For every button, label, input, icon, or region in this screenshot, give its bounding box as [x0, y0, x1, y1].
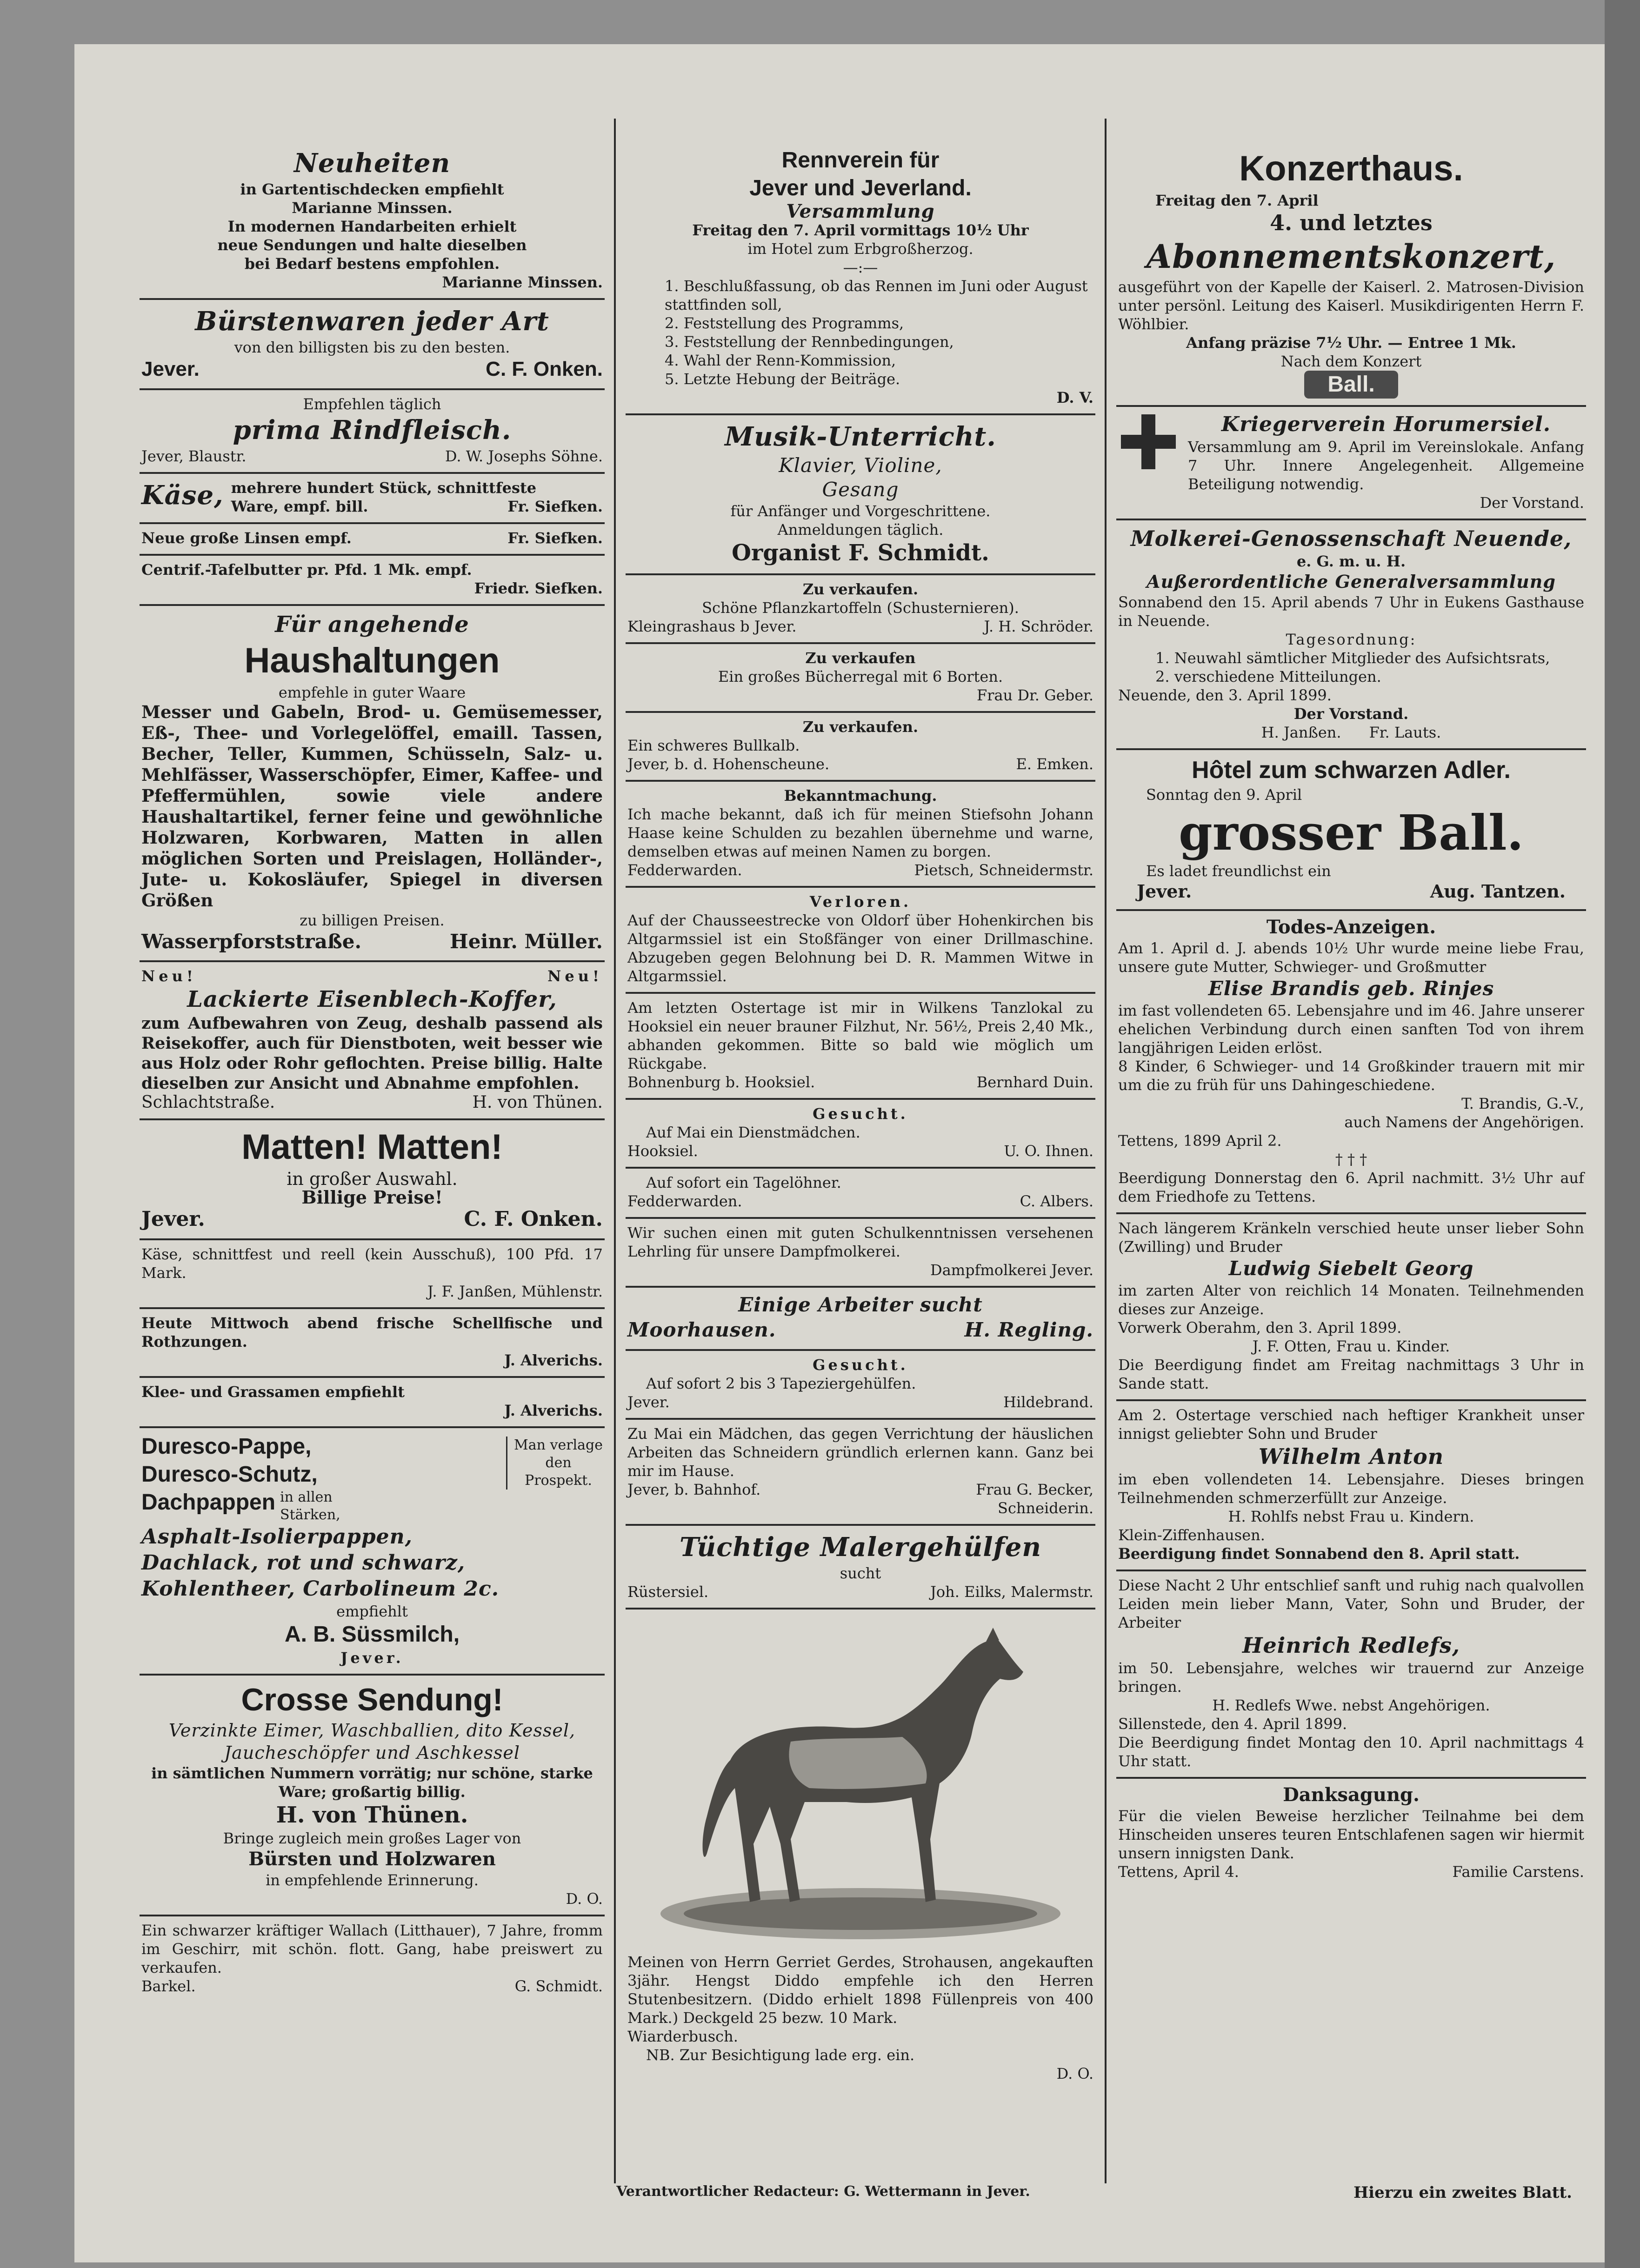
ad-body: im eben vollendeten 14. Lebensjahre. Dieses bringen Teilnehmenden schmerzerfüllt zur Anzeige. [1118, 1470, 1584, 1507]
ad-heading: Duresco-Schutz, [141, 1462, 318, 1487]
ad-text: Es ladet freundlichst ein [1146, 862, 1331, 880]
ad-heading: Todes-Anzeigen. [1266, 916, 1436, 938]
ad-text: empfiehlt [336, 1603, 408, 1620]
ad-verloren [626, 888, 1095, 994]
ad-signature: Hildebrand. [1003, 1393, 1093, 1411]
ad-danksagung [1116, 1779, 1586, 1888]
ad-rindfleisch [140, 390, 605, 474]
ad-text: Tettens, 1899 April 2. [1118, 1132, 1282, 1150]
ad-signature: D. V. [1056, 389, 1093, 406]
ad-heading: Molkerei-Genossenschaft Neuende, [1130, 526, 1572, 551]
ad-heading: Für angehende [275, 612, 469, 638]
ad-signature: Marianne Minssen. [292, 199, 453, 217]
ad-heading: Neuheiten [293, 148, 451, 179]
deceased-name: Wilhelm Anton [1258, 1444, 1444, 1469]
ad-heading: Zu verkaufen [805, 649, 916, 667]
ad-signature: H. Janßen. [1261, 724, 1341, 741]
ad-signature: U. O. Ihnen. [1004, 1142, 1093, 1160]
ad-koffer [140, 962, 605, 1120]
agenda-item: 2. verschiedene Mitteilungen. [1155, 668, 1381, 685]
ad-text: in allen [280, 1489, 333, 1505]
ad-body: Käse, schnittfest und reell (kein Ausschuß), 100 Pfd. 17 Mark. [141, 1245, 603, 1282]
ad-crosse-sendung [140, 1676, 605, 1916]
deceased-name: Elise Brandis geb. Rinjes [1208, 977, 1494, 1000]
ad-text: in empfehlende Erinnerung. [266, 1871, 479, 1889]
ad-place: Wiarderbusch. [627, 2028, 738, 2045]
ad-place: Hooksiel. [627, 1142, 698, 1160]
ad-text: Sonntag den 9. April [1146, 786, 1302, 804]
ad-body: Am 1. April d. J. abends 10½ Uhr wurde meine liebe Frau, unsere gute Mutter, Schwieger- und Großmutter [1118, 939, 1584, 976]
ad-body: im 50. Lebensjahre, welches wir trauernd zur Anzeige bringen. [1118, 1659, 1584, 1696]
ad-signature: Der Vorstand. [1293, 705, 1409, 723]
ad-body: Sonnabend den 15. April abends 7 Uhr in Eukens Gasthause in Neuende. [1118, 593, 1584, 630]
ad-signature: Familie Carstens. [1452, 1863, 1584, 1881]
ad-text: für Anfänger und Vorgeschrittene. [730, 502, 991, 520]
ad-text: Klein-Ziffenhausen. [1118, 1526, 1265, 1544]
ad-text: mehrere hundert Stück, schnittfeste [231, 479, 537, 497]
ad-body: Zu Mai ein Mädchen, das gegen Verrichtung der häuslichen Arbeiten das Schneidern gründlich erlernen kann. Ganz bei mir im Hause. [627, 1425, 1093, 1480]
agenda-item: 4. Wahl der Renn-Kommission, [665, 352, 896, 369]
ad-heading: Hôtel zum schwarzen Adler. [1192, 757, 1511, 784]
ad-text: Asphalt-Isolierpappen, [141, 1525, 413, 1549]
ad-heading: Gesucht. [813, 1356, 908, 1374]
ad-heading: Abonnementskonzert, [1146, 237, 1556, 276]
ad-text: Gesang [822, 478, 899, 501]
ad-text: Freitag den 7. April [1155, 192, 1319, 209]
ad-place: Jever, b. Bahnhof. [627, 1481, 761, 1498]
ad-body: im fast vollendeten 65. Lebensjahre und im 46. Jahre unserer ehelichen Verbindung durch einen sanften Tod von ihrem langjährigen Leiden erlöst. [1118, 1002, 1584, 1057]
ad-text: Dachlack, rot und schwarz, [141, 1551, 466, 1575]
ad-place: Schlachtstraße. [141, 1093, 275, 1112]
ad-tageloehner [626, 1169, 1095, 1219]
ad-signature: Fr. Lauts. [1369, 724, 1441, 741]
ad-signature: H. Redlefs Wwe. nebst Angehörigen. [1212, 1696, 1490, 1714]
ad-signature: Joh. Eilks, Malermstr. [930, 1583, 1093, 1601]
ad-malergehuelfen [626, 1526, 1095, 1610]
ad-text: Klee- und Grassamen empfiehlt [141, 1383, 405, 1401]
ad-signature: Heinr. Müller. [450, 930, 603, 953]
agenda-item: 5. Letzte Hebung der Beiträge. [665, 370, 900, 388]
ad-signature: H. von Thünen. [276, 1802, 468, 1828]
ad-signature: Fr. Siefken. [507, 498, 603, 515]
ad-signature: C. Albers. [1020, 1192, 1093, 1210]
ad-text: NB. Zur Besichtigung lade erg. ein. [646, 2046, 915, 2064]
horse-illustration [651, 1621, 1070, 1946]
ad-text: in Gartentischdecken empfiehlt [240, 180, 504, 198]
agenda-item: 2. Feststellung des Programms, [665, 314, 904, 332]
ad-heading: Haushaltungen [244, 641, 500, 680]
ad-text: Ein schweres Bullkalb. [627, 737, 800, 754]
ad-text: bei Bedarf bestens empfohlen. [244, 255, 500, 273]
ad-text: Ein großes Bücherregal mit 6 Borten. [718, 668, 1003, 685]
ad-place: Jever. [627, 1393, 670, 1411]
second-sheet-note: Hierzu ein zweites Blatt. [1353, 2183, 1572, 2202]
ad-text: Empfehlen täglich [303, 395, 441, 413]
ad-body: Nach längerem Kränkeln verschied heute unser lieber Sohn (Zwilling) und Bruder [1118, 1219, 1584, 1256]
ad-heading: Konzerthaus. [1239, 149, 1463, 188]
ad-place: Moorhausen. [627, 1318, 776, 1341]
ad-signature: Aug. Tantzen. [1430, 881, 1566, 902]
ad-todes-anton [1116, 1401, 1586, 1571]
ad-kaese-janssen [140, 1240, 605, 1309]
iron-cross-icon [1118, 412, 1179, 472]
ad-hotel-adler [1116, 750, 1586, 911]
ad-molkerei [1116, 520, 1586, 750]
ad-heading: Bürstenwaren jeder Art [195, 306, 549, 337]
ad-subheading: Versammlung [786, 200, 935, 222]
ad-bekanntmachung [626, 782, 1095, 888]
ad-buecherregal [626, 644, 1095, 713]
ad-text: Man verlage [514, 1437, 603, 1453]
ad-body: Für die vielen Beweise herzlicher Teilnahme bei dem Hinscheiden unseres teuren Entschlafenen sagen wir hiermit unsern innigsten Dank. [1118, 1807, 1584, 1862]
column-1 [140, 142, 605, 2262]
ad-text: Ware, empf. bill. [231, 498, 368, 515]
ad-hengst-diddo [626, 1610, 1095, 2089]
ad-signature: Dampfmolkerei Jever. [930, 1261, 1093, 1279]
ad-text: Schöne Pflanzkartoffeln (Schusternieren). [702, 599, 1019, 617]
ad-text: Bürsten und Holzwaren [248, 1848, 496, 1870]
ad-body: Am letzten Ostertage ist mir in Wilkens Tanzlokal zu Hooksiel ein neuer brauner Filzhut, Nr. 56½, Preis 2,40 Mk., abhanden gekommen. Bitte so bald wie möglich um Rückgabe. [627, 999, 1093, 1072]
ad-text: Anfang präzise 7½ Uhr. — Entree 1 Mk. [1186, 334, 1516, 352]
ad-text: Vorwerk Oberahm, den 3. April 1899. [1118, 1319, 1402, 1337]
ad-todes-georg [1116, 1214, 1586, 1401]
ad-place: Fedderwarden. [627, 1192, 742, 1210]
ad-text: Anmeldungen täglich. [777, 521, 944, 539]
ad-signature: Organist F. Schmidt. [732, 540, 989, 566]
ad-signature: Marianne Minssen. [442, 273, 603, 291]
ad-text: Ware; großartig billig. [279, 1783, 466, 1801]
ad-text: Neue große Linsen empf. [141, 529, 352, 547]
ad-text: In modernen Handarbeiten erhielt [227, 218, 517, 235]
ad-text: Auf sofort 2 bis 3 Tapeziergehülfen. [646, 1375, 916, 1392]
ad-heading: Verloren. [809, 893, 912, 911]
ad-signature: Frau Dr. Geber. [976, 686, 1093, 704]
ad-place: Wasserpforststraße. [141, 930, 362, 953]
ad-text: Centrif.-Tafelbutter pr. Pfd. 1 Mk. empf. [141, 561, 472, 579]
ad-place: Tettens, April 4. [1118, 1863, 1239, 1881]
ad-musik-unterricht [626, 415, 1095, 575]
ad-signature: D. O. [566, 1890, 603, 1908]
ad-text: Neu! [141, 967, 197, 985]
ad-schneiderin [626, 1420, 1095, 1526]
ad-text: im Hotel zum Erbgroßherzog. [747, 240, 973, 258]
ad-signature: T. Brandis, G.-V., [1461, 1095, 1584, 1112]
column-rule [614, 119, 616, 2183]
ad-text: Stärken, [280, 1507, 340, 1523]
ad-text: Sillenstede, den 4. April 1899. [1118, 1715, 1347, 1733]
ad-place: Bohnenburg b. Hooksiel. [627, 1073, 815, 1091]
ad-text: empfehle in guter Waare [278, 684, 466, 701]
ad-text: Verzinkte Eimer, Waschballien, dito Kessel, [168, 1720, 576, 1741]
ad-duresco [140, 1428, 605, 1676]
newspaper-page [74, 44, 1605, 2262]
deceased-name: Ludwig Siebelt Georg [1228, 1257, 1474, 1280]
ad-place: Jever. [340, 1649, 404, 1667]
ad-signature: D. O. [1056, 2065, 1093, 2082]
ad-matten [140, 1120, 605, 1240]
ad-text: von den billigsten bis zu den besten. [234, 339, 510, 356]
ad-bullkalb [626, 713, 1095, 782]
ad-wallach [140, 1916, 605, 2002]
column-rule [1105, 119, 1107, 2183]
ad-grassamen [140, 1378, 605, 1428]
ad-body: im zarten Alter von reichlich 14 Monaten. Teilnehmenden dieses zur Anzeige. [1118, 1282, 1584, 1318]
ad-subheading: Außerordentliche Generalversammlung [1147, 571, 1556, 592]
ad-heading: Tüchtige Malergehülfen [679, 1532, 1042, 1563]
ad-todes-brandis [1116, 911, 1586, 1214]
ad-text: Billige Preise! [301, 1187, 443, 1208]
ad-signature: C. F. Onken. [486, 358, 603, 380]
ad-body: Ein schwarzer kräftiger Wallach (Litthauer), 7 Jahre, fromm im Geschirr, mit schön. flott. Gang, habe preiswert zu verkaufen. [141, 1922, 603, 1976]
ad-text: sucht [840, 1564, 881, 1582]
ad-signature: Frau G. Becker, [976, 1481, 1093, 1498]
ad-lehrling [626, 1219, 1095, 1288]
ad-body: Am 2. Ostertage verschied nach heftiger Krankheit unser innigst geliebter Sohn und Bruder [1118, 1406, 1584, 1443]
ad-signature: Der Vorstand. [1480, 494, 1584, 512]
ad-signature: H. Rohlfs nebst Frau u. Kindern. [1228, 1508, 1474, 1525]
ad-heading: Bekanntmachung. [784, 787, 937, 805]
ad-kriegerverein [1116, 407, 1586, 520]
ad-text: den [545, 1455, 572, 1471]
ad-text: Nach dem Konzert [1280, 353, 1422, 370]
ad-text: neue Sendungen und halte dieselben [217, 236, 527, 254]
ad-kaese [140, 474, 605, 524]
ad-text: in sämtlichen Nummern vorrätig; nur schöne, starke [151, 1764, 593, 1782]
ad-text: Auf sofort ein Tagelöhner. [646, 1174, 841, 1191]
ad-heading: Einige Arbeiter sucht [738, 1293, 983, 1316]
ad-heading: Dachpappen [141, 1490, 276, 1515]
ad-text: Jaucheschöpfer und Aschkessel [224, 1743, 520, 1763]
ad-text: Beerdigung findet Sonnabend den 8. April statt. [1118, 1545, 1520, 1563]
ad-place: Jever. [1137, 881, 1192, 902]
ad-text: Freitag den 7. April vormittags 10½ Uhr [692, 221, 1029, 239]
ad-place: Jever, Blaustr. [141, 447, 247, 465]
ad-text: Neu! [547, 967, 603, 985]
ad-text: Bringe zugleich mein großes Lager von [223, 1829, 521, 1847]
ad-text: Kohlentheer, Carbolineum 2c. [141, 1577, 500, 1601]
ad-signature: Friedr. Siefken. [474, 579, 603, 597]
ad-signature: auch Namens der Angehörigen. [1344, 1113, 1584, 1131]
column-3 [1116, 142, 1586, 2262]
ad-body: zum Aufbewahren von Zeug, deshalb passend als Reisekoffer, auch für Dienstboten, weit besser wie aus Holz oder Rohr geflochten. Preise billig. Halte dieselben zur Ansicht und Abnahme empfohlen. [141, 1014, 603, 1093]
ad-filzhut [626, 994, 1095, 1100]
page-edge [1605, 0, 1640, 2268]
ad-text: Tagesordnung: [1286, 631, 1417, 648]
ad-body: Heute Mittwoch abend frische Schellfische und Rothzungen. [141, 1314, 603, 1350]
ad-text: Neuende, den 3. April 1899. [1118, 686, 1332, 704]
ad-heading: Gesucht. [813, 1105, 908, 1123]
ad-schellfische [140, 1309, 605, 1378]
ad-signature: C. F. Onken. [464, 1207, 603, 1231]
ad-heading: Duresco-Pappe, [141, 1434, 312, 1459]
ad-signature: Bernhard Duin. [976, 1073, 1093, 1091]
ad-tafelbutter [140, 556, 605, 606]
ad-heading: Zu verkaufen. [802, 580, 919, 598]
ad-place: Fedderwarden. [627, 861, 742, 879]
ad-signature: J. H. Schröder. [984, 618, 1093, 635]
ad-buerstenwaren [140, 300, 605, 390]
ad-signature: J. F. Janßen, Mühlenstr. [427, 1283, 603, 1300]
column-2 [626, 142, 1095, 2262]
ad-text: Prospekt. [525, 1472, 592, 1489]
ad-dienstmaedchen [626, 1100, 1095, 1169]
ad-signature: J. Alverichs. [504, 1402, 603, 1419]
ad-signature: Fr. Siefken. [507, 529, 603, 547]
ad-body: Messer und Gabeln, Brod- u. Gemüsemesser, Eß-, Thee- und Vorlegelöffel, emaill. Tassen, Becher, Teller, Kummen, Schüsseln, Salz- u. Mehlfässer, Wasserschöpfer, Eimer, Kaffee- und Pfeffermühlen, sowie viele andere Haushaltartikel, ferner feine und gewöhnliche Holzwaren, Korbwaren, Matten in allen möglichen Sorten und Preislagen, Holländer-, Jute- u. Kokosläufer, Spiegel in diversen Größen [141, 702, 603, 911]
ad-heading: Lackierte Eisenblech-Koffer, [187, 986, 557, 1012]
ad-text: in großer Auswahl. [287, 1169, 458, 1189]
editor-line: Verantwortlicher Redacteur: G. Wettermann in Jever. [616, 2183, 1030, 2200]
agenda-item: 1. Neuwahl sämtlicher Mitglieder des Aufsichtsrats, [1155, 649, 1550, 667]
ad-heading: Musik-Unterricht. [725, 421, 996, 452]
ad-heading: Ball. [1304, 371, 1398, 399]
ad-place: Jever, b. d. Hohenscheune. [627, 755, 830, 773]
ad-body: Ich mache bekannt, daß ich für meinen Stiefsohn Johann Haase keine Schulden zu bezahlen übernehme und warne, demselben etwas auf meinen Namen zu borgen. [627, 805, 1093, 860]
ad-heading: Käse, [141, 480, 224, 511]
ad-heading: Crosse Sendung! [241, 1682, 503, 1717]
ad-body: Beerdigung Donnerstag den 6. April nachmitt. 3½ Uhr auf dem Friedhofe zu Tettens. [1118, 1169, 1584, 1205]
ad-signature: E. Emken. [1016, 755, 1093, 773]
ad-heading: Rennverein für [781, 148, 940, 173]
ad-body: Auf der Chausseestrecke von Oldorf über Hohenkirchen bis Altgarmssiel ist ein Stoßfänger von einer Drillmaschine. Abzugeben gegen Belohnung bei D. R. Mammen Witwe in Altgarmssiel. [627, 911, 1093, 985]
ad-body: Die Beerdigung findet Montag den 10. April nachmittags 4 Uhr statt. [1118, 1734, 1584, 1770]
ad-signature: A. B. Süssmilch, [284, 1622, 460, 1647]
ad-linsen [140, 524, 605, 556]
ad-body: 8 Kinder, 6 Schwieger- und 14 Großkinder trauern mit mir um die zu früh für uns Dahingeschiedene. [1118, 1058, 1584, 1094]
ad-signature: D. W. Josephs Söhne. [445, 447, 603, 465]
ad-place: Kleingrashaus b Jever. [627, 618, 797, 635]
ad-body: Meinen von Herrn Gerriet Gerdes, Strohausen, angekauften 3jähr. Hengst Diddo empfehle ich den Herren Stutenbesitzern. (Diddo erhielt 1898 Füllenpreis von 400 Mark.) Deckgeld 25 bezw. 10 Mark. [627, 1953, 1093, 2027]
ad-heading: Danksagung. [1283, 1784, 1420, 1806]
ad-text: Klavier, Violine, [779, 454, 942, 477]
ad-heading: grosser Ball. [1179, 804, 1524, 861]
cross-symbols: † † † [1335, 1151, 1367, 1168]
ad-pflanzkartoffeln [626, 575, 1095, 644]
ad-body: ausgeführt von der Kapelle der Kaiserl. 2. Matrosen-Division unter persönl. Leitung des Kaiserl. Musikdirigenten Herrn F. Wöhlbier. [1118, 278, 1584, 333]
ad-haushaltungen [140, 606, 605, 962]
ad-todes-redlefs [1116, 1571, 1586, 1779]
ad-arbeiter [626, 1288, 1095, 1351]
ad-signature: Pietsch, Schneidermstr. [914, 861, 1093, 879]
deceased-name: Heinrich Redlefs, [1242, 1633, 1460, 1658]
ad-place: Jever. [141, 1207, 205, 1231]
ad-signature: J. Alverichs. [504, 1351, 603, 1369]
ad-body: Die Beerdigung findet am Freitag nachmittags 3 Uhr in Sande statt. [1118, 1356, 1584, 1392]
ad-signature: J. F. Otten, Frau u. Kinder. [1252, 1337, 1450, 1355]
ad-text: Auf Mai ein Dienstmädchen. [646, 1124, 860, 1141]
ad-konzerthaus [1116, 142, 1586, 407]
ad-heading: Matten! Matten! [241, 1127, 503, 1167]
ad-signature: H. von Thünen. [472, 1093, 603, 1112]
ad-body: Wir suchen einen mit guten Schulkenntnissen versehenen Lehrling für unsere Dampfmolkerei. [627, 1224, 1093, 1260]
ad-place: Jever. [141, 358, 200, 380]
ad-tapezier [626, 1351, 1095, 1420]
ad-text: e. G. m. u. H. [1296, 552, 1406, 570]
ad-place: Barkel. [141, 1977, 196, 1995]
ad-neuheiten [140, 142, 605, 300]
ad-text: 4. und letztes [1270, 210, 1433, 235]
ad-signature: Schneiderin. [998, 1499, 1093, 1517]
ad-body: Versammlung am 9. April im Vereinslokale. Anfang 7 Uhr. Innere Angelegenheit. Allgemeine Beteiligung notwendig. [1188, 438, 1584, 493]
agenda-item: 3. Feststellung der Rennbedingungen, [665, 333, 954, 351]
ad-place: Rüstersiel. [627, 1583, 709, 1601]
ad-rennverein: Rennverein für Jever und Jeverland. Versammlung Freitag den 7. April vormittags 10½ Uhr im Hotel zum Erbgroßherzog. —:— 1. Beschlußfassung, ob das Rennen im Juni oder August stattfinden soll, 2. Feststellung des Programms, 3. Feststellung der Rennbedingungen, 4. Wahl der Renn-Kommission, 5. Letzte Hebung der Beiträge. D. V. [626, 142, 1095, 415]
ad-body: Diese Nacht 2 Uhr entschlief sanft und ruhig nach qualvollen Leiden mein lieber Mann, Vater, Sohn und Bruder, der Arbeiter [1118, 1576, 1584, 1631]
ad-text: zu billigen Preisen. [300, 911, 445, 929]
ad-heading: Jever und Jeverland. [749, 176, 972, 200]
ad-signature: G. Schmidt. [514, 1977, 603, 1995]
ad-signature: H. Regling. [964, 1318, 1093, 1341]
ad-heading: Kriegerverein Horumersiel. [1221, 412, 1551, 436]
agenda-item: 1. Beschlußfassung, ob das Rennen im Juni oder August stattfinden soll, [665, 277, 1088, 313]
ad-heading: prima Rindfleisch. [233, 415, 512, 446]
ad-heading: Zu verkaufen. [802, 718, 919, 736]
